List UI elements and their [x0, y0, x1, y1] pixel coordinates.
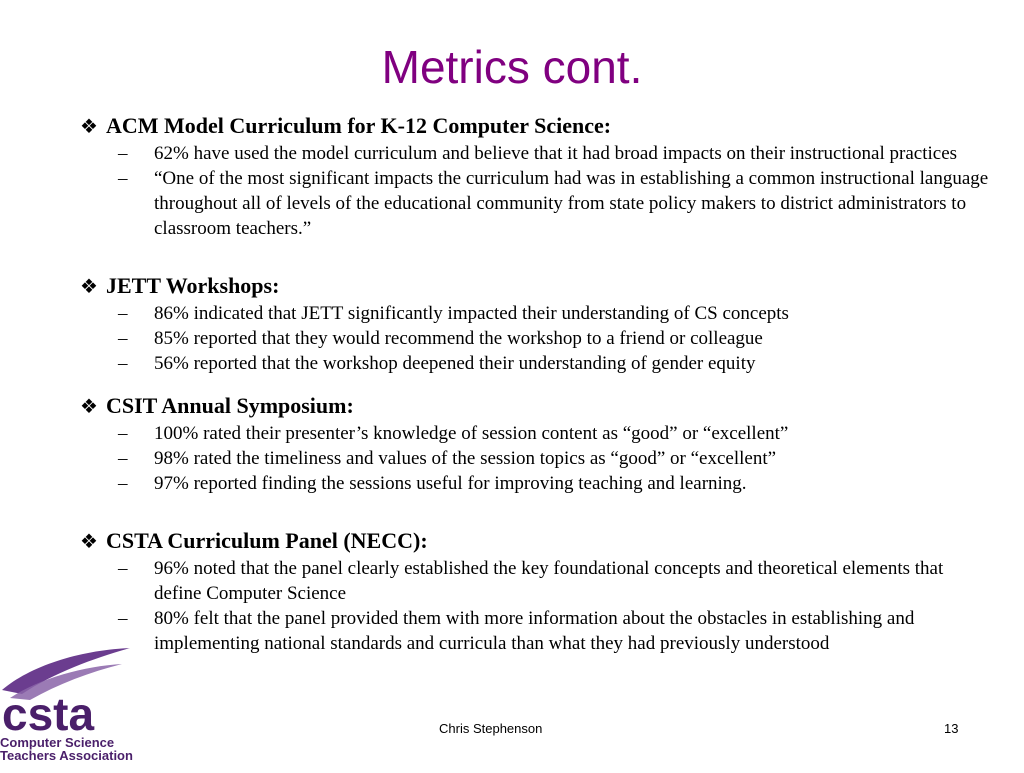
list-item-text: 98% rated the timeliness and values of the session topics as “good” or “excellent” — [154, 448, 777, 469]
section-heading — [80, 272, 990, 301]
section-csit-annual-symposium — [80, 392, 990, 496]
section-heading-text: JETT Workshops: — [106, 273, 280, 298]
logo-line-1: Computer Science — [0, 735, 115, 750]
diamond-bullet-icon: ❖ — [80, 396, 98, 418]
section-jett-workshops — [80, 272, 990, 376]
dash-bullet: – — [118, 328, 128, 349]
list-item-text: 100% rated their presenter’s knowledge of session content as “good” or “excellent” — [154, 423, 789, 444]
section-acm-model-curriculum — [80, 112, 990, 241]
logo-wordmark: csta — [2, 688, 95, 740]
dash-bullet: – — [118, 473, 128, 494]
diamond-bullet-icon: ❖ — [80, 116, 98, 138]
list-item — [80, 166, 990, 241]
dash-bullet: – — [118, 423, 128, 444]
list-item — [80, 301, 990, 326]
list-item — [80, 351, 990, 376]
section-heading — [80, 527, 990, 556]
list-item — [80, 326, 990, 351]
dash-bullet: – — [118, 143, 128, 164]
section-csta-curriculum-panel — [80, 527, 990, 656]
list-item-text: “One of the most significant impacts the curriculum had was in establishing a common instructional language throughout all of levels of the educational community from state policy makers to district administrators to classroom teachers.” — [154, 168, 989, 239]
list-item — [80, 141, 990, 166]
dash-bullet: – — [118, 558, 128, 579]
dash-bullet: – — [118, 608, 128, 629]
section-heading-text: CSIT Annual Symposium: — [106, 393, 354, 418]
logo-line-2: Teachers Association — [0, 748, 133, 763]
list-item-text: 96% noted that the panel clearly established the key foundational concepts and theoretical elements that define Computer Science — [154, 558, 944, 604]
section-item-list — [80, 141, 990, 241]
list-item-text: 86% indicated that JETT significantly impacted their understanding of CS concepts — [154, 303, 789, 324]
list-item-text: 56% reported that the workshop deepened their understanding of gender equity — [154, 353, 756, 374]
section-item-list — [80, 301, 990, 376]
dash-bullet: – — [118, 353, 128, 374]
list-item-text: 62% have used the model curriculum and believe that it had broad impacts on their instructional practices — [154, 143, 958, 164]
list-item-text: 80% felt that the panel provided them with more information about the obstacles in establishing and implementing national standards and curricula than what they had previously understood — [154, 608, 915, 654]
section-heading — [80, 112, 990, 141]
list-item — [80, 606, 990, 656]
list-item-text: 97% reported finding the sessions useful for improving teaching and learning. — [154, 473, 747, 494]
csta-logo — [0, 628, 150, 768]
slide-content — [80, 112, 990, 656]
list-item — [80, 421, 990, 446]
section-heading-text: CSTA Curriculum Panel (NECC): — [106, 528, 428, 553]
dash-bullet: – — [118, 303, 128, 324]
dash-bullet: – — [118, 448, 128, 469]
section-item-list — [80, 556, 990, 656]
list-item — [80, 446, 990, 471]
section-heading-text: ACM Model Curriculum for K-12 Computer Science: — [106, 113, 612, 138]
list-item — [80, 556, 990, 606]
page-number: 13 — [944, 721, 959, 736]
diamond-bullet-icon: ❖ — [80, 531, 98, 553]
section-item-list — [80, 421, 990, 496]
section-heading — [80, 392, 990, 421]
dash-bullet: – — [118, 168, 128, 189]
list-item — [80, 471, 990, 496]
footer-author: Chris Stephenson — [439, 721, 543, 736]
slide-title: Metrics cont. — [381, 41, 643, 93]
diamond-bullet-icon: ❖ — [80, 276, 98, 298]
list-item-text: 85% reported that they would recommend the workshop to a friend or colleague — [154, 328, 763, 349]
